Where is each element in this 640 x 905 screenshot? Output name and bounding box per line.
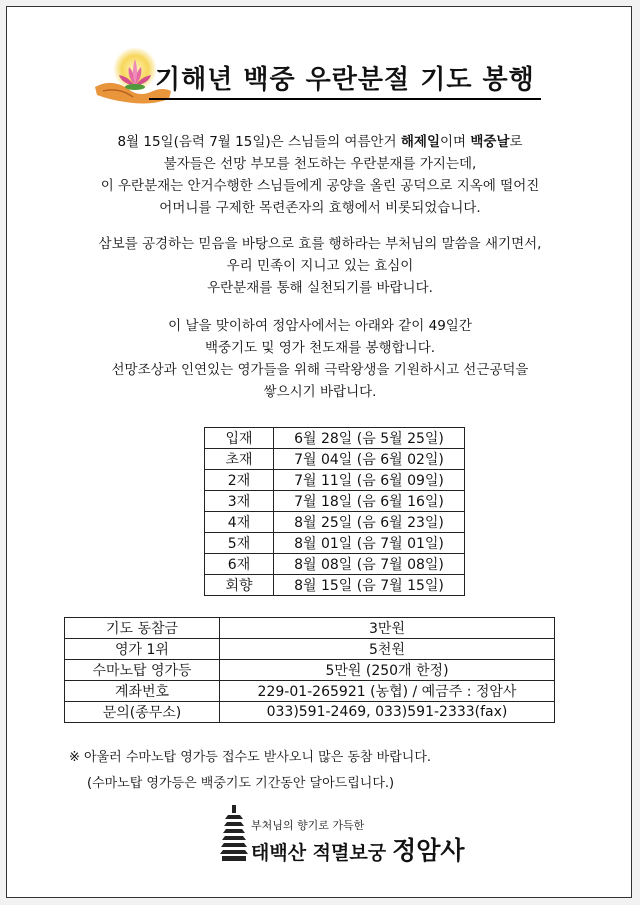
header (93, 47, 533, 107)
table-row: 기도 동참금 3만원 (65, 618, 555, 639)
table-row: 회향 8월 15일 (음 7월 15일) (205, 575, 465, 596)
message-paragraph (7, 233, 633, 299)
page-title: 기해년 백중 우란분절 기도 봉행 (149, 59, 541, 100)
table-row: 초재 7월 04일 (음 6월 02일) (205, 449, 465, 470)
note-line-2: (수마노탑 영가등은 백중기도 기간동안 달아드립니다.) (87, 776, 395, 791)
note-line-1: ※ 아울러 수마노탑 영가등 접수도 받사오니 많은 동참 바랍니다. (69, 750, 432, 765)
table-row: 입재 6월 28일 (음 5월 25일) (205, 428, 465, 449)
notice-page (6, 6, 632, 898)
table-row: 2재 7월 11일 (음 6월 09일) (205, 470, 465, 491)
intro-line-1: 8월 15일(음력 7월 15일)은 스님들의 여름안거 해제일이며 백중날로 (117, 134, 523, 150)
pagoda-icon (219, 805, 249, 863)
announcement-line-1: 이 날을 맞이하여 정암사에서는 아래와 같이 49일간 (168, 318, 472, 334)
announcement-line-3: 선망조상과 인연있는 영가들을 위해 극락왕생을 기원하시고 선근공덕을 (111, 362, 529, 378)
message-line-2: 우리 민족이 지니고 있는 효심이 (226, 258, 414, 274)
announcement-line-4: 쌓으시기 바랍니다. (263, 384, 377, 400)
table-row: 5재 8월 01일 (음 7월 01일) (205, 533, 465, 554)
info-table (64, 617, 555, 723)
message-line-1: 삼보를 공경하는 믿음을 바탕으로 효를 행하라는 부처님의 말씀을 새기면서, (98, 236, 542, 252)
intro-paragraph (7, 131, 633, 219)
table-row: 3재 7월 18일 (음 6월 16일) (205, 491, 465, 512)
notes (69, 745, 431, 797)
schedule-table (204, 427, 465, 596)
temple-footer (219, 805, 519, 865)
announcement-paragraph (7, 315, 633, 403)
footer-place: 태백산 적멸보궁 정암사 (251, 836, 465, 865)
table-row: 6재 8월 08일 (음 7월 08일) (205, 554, 465, 575)
table-row: 수마노탑 영가등 5만원 (250개 한정) (65, 660, 555, 681)
table-row: 문의(종무소) 033)591-2469, 033)591-2333(fax) (65, 702, 555, 723)
table-row: 4재 8월 25일 (음 6월 23일) (205, 512, 465, 533)
footer-tagline: 부처님의 향기로 가득한 (251, 819, 365, 832)
intro-line-3: 이 우란분재는 안거수행한 스님들에게 공양을 올린 공덕으로 지옥에 떨어진 (100, 178, 540, 194)
temple-name: 정암사 (392, 836, 465, 865)
intro-line-4: 어머니를 구제한 목련존자의 효행에서 비롯되었습니다. (159, 200, 481, 216)
announcement-line-2: 백중기도 및 영가 천도재를 봉행합니다. (204, 340, 436, 356)
intro-line-2: 불자들은 선망 부모를 천도하는 우란분재를 가지는데, (163, 156, 477, 172)
table-row: 계좌번호 229-01-265921 (농협) / 예금주 : 정암사 (65, 681, 555, 702)
table-row: 영가 1위 5천원 (65, 639, 555, 660)
message-line-3: 우란분재를 통해 실천되기를 바랍니다. (207, 280, 433, 296)
